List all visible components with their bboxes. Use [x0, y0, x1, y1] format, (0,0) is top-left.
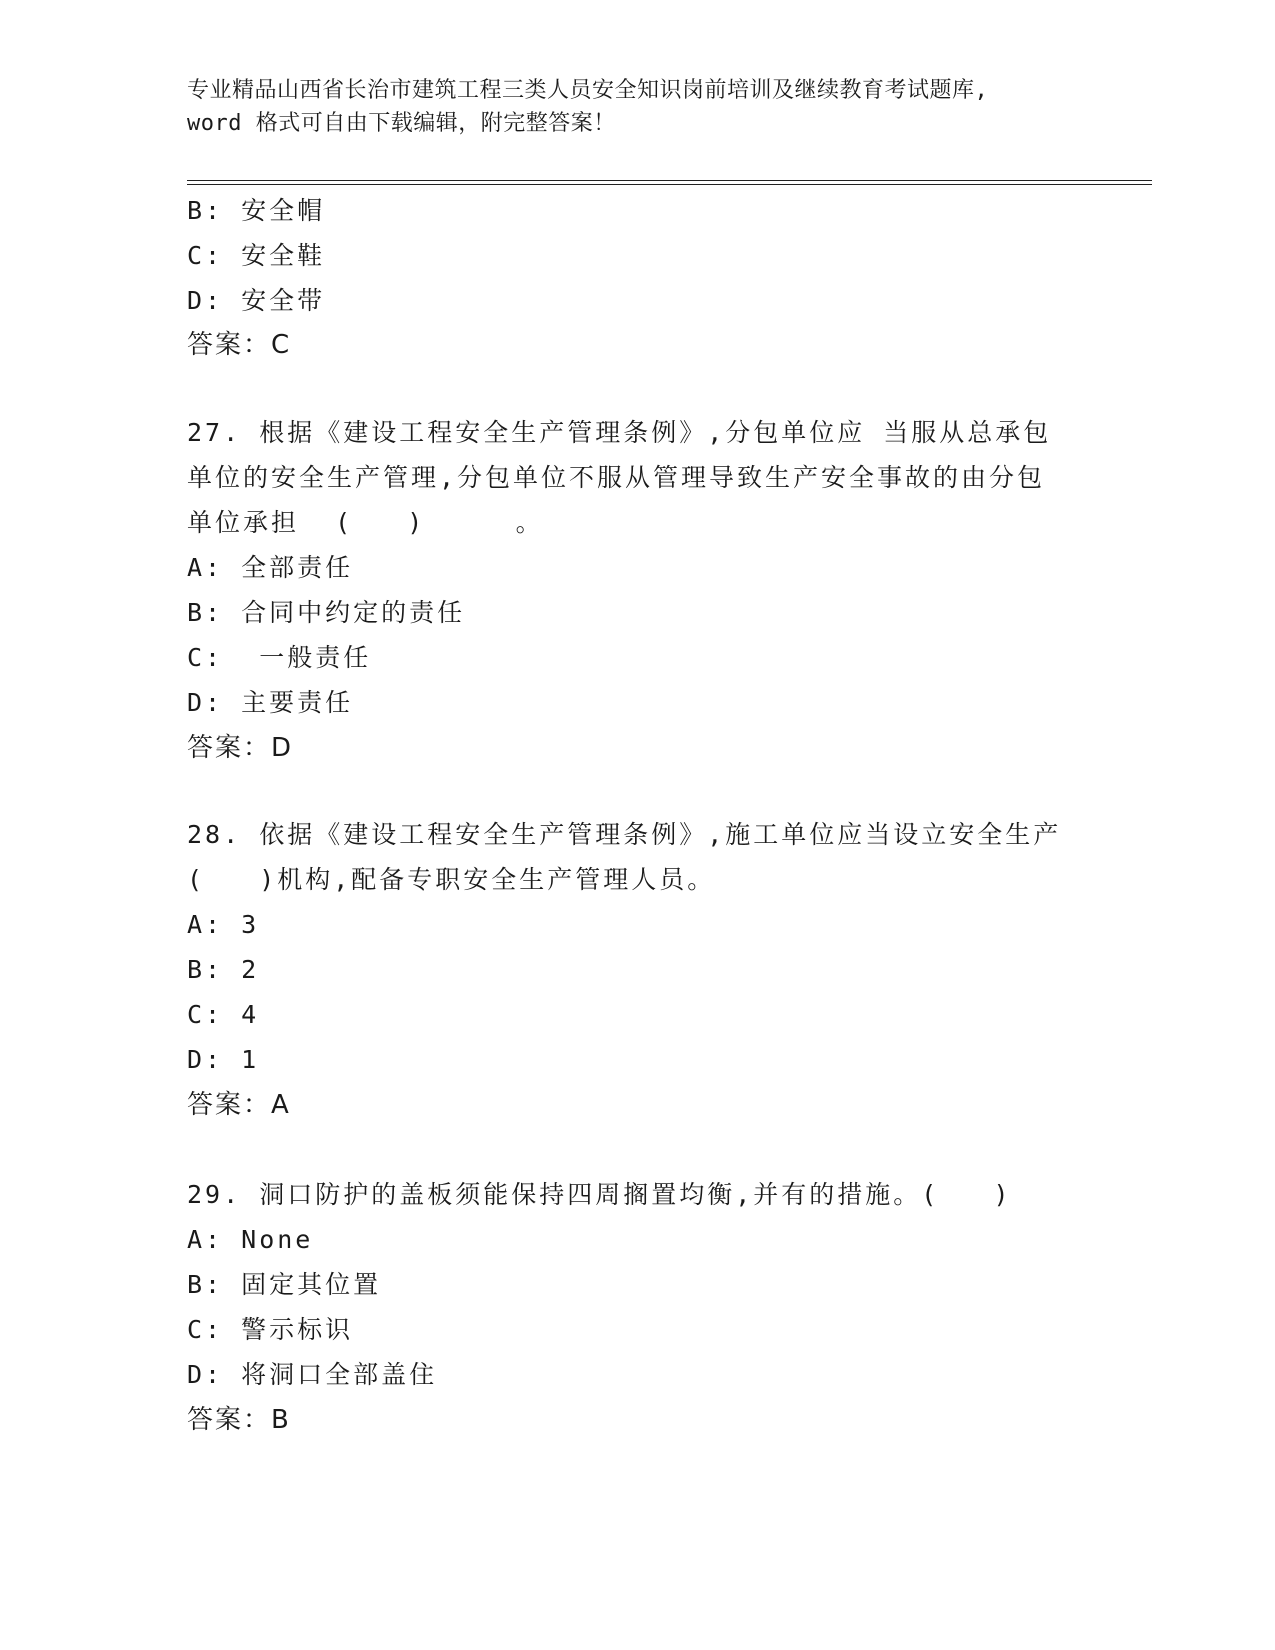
answer-label: 答案：C: [187, 330, 292, 360]
question-stem-line: 28. 依据《建设工程安全生产管理条例》,施工单位应当设立安全生产: [187, 820, 1062, 849]
option-c: C: 警示标识: [187, 1315, 354, 1344]
option-b: B: 安全帽: [187, 196, 326, 225]
question-stem-line: 27. 根据《建设工程安全生产管理条例》,分包单位应 当服从总承包: [187, 418, 1052, 447]
question-stem-line: 单位的安全生产管理,分包单位不服从管理导致生产安全事故的由分包: [187, 463, 1046, 492]
option-a: A: 3: [187, 910, 260, 939]
header-divider-bottom: [187, 184, 1152, 185]
document-header: [187, 74, 1087, 140]
option-a: A: None: [187, 1225, 314, 1254]
answer-label: 答案：D: [187, 733, 294, 763]
question-stem-line: ( )机构,配备专职安全生产管理人员。: [187, 865, 716, 894]
option-c: C: 安全鞋: [187, 241, 326, 270]
question-stem-line: 29. 洞口防护的盖板须能保持四周搁置均衡,并有的措施。( ): [187, 1180, 1012, 1209]
header-title-line-1: 专业精品山西省长治市建筑工程三类人员安全知识岗前培训及继续教育考试题库,: [187, 78, 989, 103]
option-d: D: 将洞口全部盖住: [187, 1360, 438, 1389]
option-c: C: 4: [187, 1000, 260, 1029]
header-divider-top: [187, 180, 1152, 181]
option-d: D: 1: [187, 1045, 260, 1074]
header-title-line-2: word 格式可自由下载编辑，附完整答案！: [187, 111, 616, 136]
option-b: B: 2: [187, 955, 260, 984]
option-d: D: 主要责任: [187, 688, 354, 717]
option-b: B: 固定其位置: [187, 1270, 382, 1299]
option-a: A: 全部责任: [187, 553, 354, 582]
option-d: D: 安全带: [187, 286, 326, 315]
option-c: C: 一般责任: [187, 643, 372, 672]
question-stem-line: 单位承担 ( ) 。: [187, 508, 544, 537]
answer-label: 答案：A: [187, 1090, 291, 1120]
option-b: B: 合同中约定的责任: [187, 598, 466, 627]
answer-label: 答案：B: [187, 1405, 291, 1435]
